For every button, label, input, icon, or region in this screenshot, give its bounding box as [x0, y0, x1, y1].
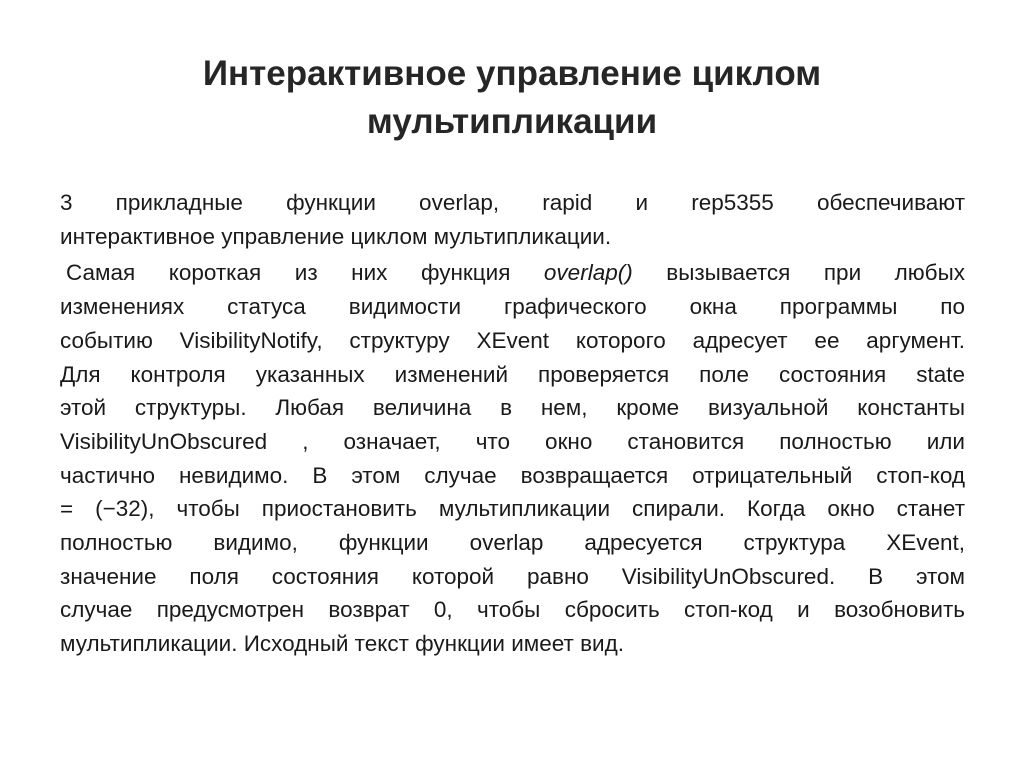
slide-title [110, 50, 914, 146]
slide-body [60, 186, 965, 661]
text-line: Для контроля указанных изменений проверяется поле состояния state [60, 361, 965, 387]
text-line: этой структуры. Любая величина в нем, кроме визуальной константы [60, 395, 965, 421]
text-line: мультипликации. Исходный текст функции имеет вид. [60, 631, 624, 657]
text-fragment: Самая короткая из них функция [66, 260, 544, 286]
slide-title-line: Интерактивное управление циклом [202, 54, 822, 93]
text-line: 3 прикладные функции overlap, rapid и rep5355 обеспечивают [60, 190, 965, 215]
text-line: частично невидимо. В этом случае возвращается отрицательный стоп-код [60, 462, 965, 488]
text-fragment: вызывается при любых [632, 260, 965, 286]
text-line: полностью видимо, функции overlap адресуется структура XEvent, [60, 530, 965, 556]
text-line: изменениях статуса видимости графического окна программы по [60, 294, 965, 320]
text-line: значение поля состояния которой равно VisibilityUnObscured. В этом [60, 563, 965, 589]
slide-title-line: мультипликации [366, 102, 658, 141]
text-line: = (−32), чтобы приостановить мультипликации спирали. Когда окно станет [60, 496, 965, 522]
text-line: интерактивное управление циклом мультипликации. [60, 223, 612, 249]
text-line: событию VisibilityNotify, структуру XEvent которого адресует ее аргумент. [60, 327, 965, 353]
function-name-overlap: overlap() [543, 260, 633, 286]
text-line: VisibilityUnObscured , означает, что окно становится полностью или [60, 428, 965, 454]
paragraph-overlap-description [60, 256, 965, 660]
paragraph-intro [60, 186, 965, 253]
text-line: случае предусмотрен возврат 0, чтобы сбросить стоп-код и возобновить [60, 597, 965, 623]
text-line [60, 256, 965, 290]
